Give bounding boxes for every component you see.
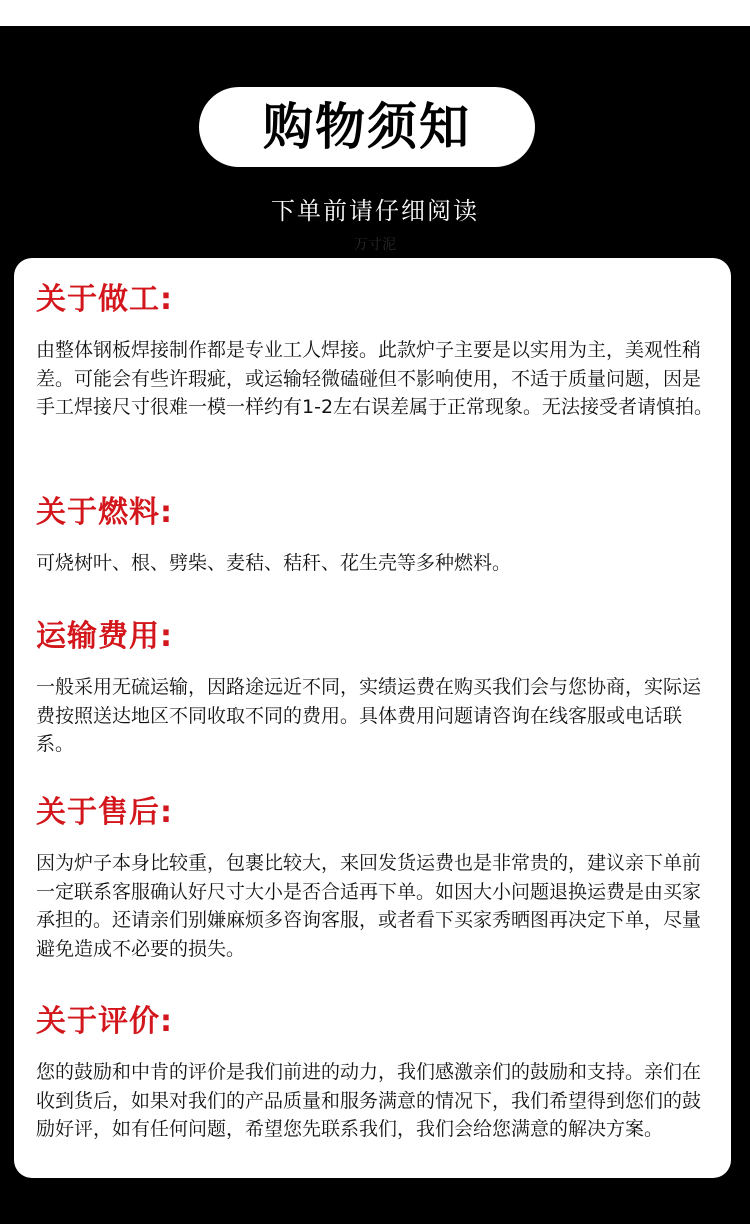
section-body: 一般采用无硫运输，因路途远近不同，实绩运费在购买我们会与您协商，实际运费按照送达地区不同收取不同的费用。具体费用问题请咨询在线客服或电话联系。: [36, 676, 702, 755]
page-subtitle: 下单前请仔细阅读: [271, 197, 479, 225]
section-body: 可烧树叶、根、劈柴、麦秸、秸秆、花生壳等多种燃料。: [36, 552, 512, 574]
watermark-text: 万寸泥: [354, 237, 396, 253]
section-after-sales: [36, 793, 714, 963]
title-pill: [199, 87, 535, 167]
header-banner: [0, 26, 750, 258]
section-fuel: [36, 493, 714, 578]
section-reviews: [36, 1002, 714, 1144]
section-title: 关于评价:: [36, 1004, 173, 1039]
section-title: 运输费用:: [36, 619, 173, 654]
section-workmanship: [36, 280, 714, 422]
section-shipping: [36, 617, 714, 759]
section-title: 关于做工:: [36, 282, 173, 317]
section-body: 您的鼓励和中肯的评价是我们前进的动力，我们感激亲们的鼓励和支持。亲们在收到货后，如果对我们的产品质量和服务满意的情况下，我们希望得到您们的鼓励好评，如有任何问题，希望您先联系我们，我们会给您满意的解决方案。: [36, 1061, 702, 1140]
section-title: 关于售后:: [36, 795, 173, 830]
bottom-black-strip: [0, 1178, 750, 1224]
section-body: 因为炉子本身比较重，包裹比较大，来回发货运费也是非常贵的，建议亲下单前一定联系客服确认好尺寸大小是否合适再下单。如因大小问题退换运费是由买家承担的。还请亲们别嫌麻烦多咨询客服，或者看下买家秀晒图再决定下单，尽量避免造成不必要的损失。: [36, 852, 702, 960]
notice-card: [14, 258, 731, 1178]
page-title: 购物须知: [263, 98, 471, 156]
section-body: 由整体钢板焊接制作都是专业工人焊接。此款炉子主要是以实用为主，美观性稍差。可能会有些许瑕疵，或运输轻微磕碰但不影响使用，不适于质量问题，因是手工焊接尺寸很难一模一样约有1-2左右误差属于正常现象。无法接受者请慎拍。: [36, 339, 714, 418]
section-title: 关于燃料:: [36, 495, 173, 530]
top-white-strip: [0, 0, 750, 26]
